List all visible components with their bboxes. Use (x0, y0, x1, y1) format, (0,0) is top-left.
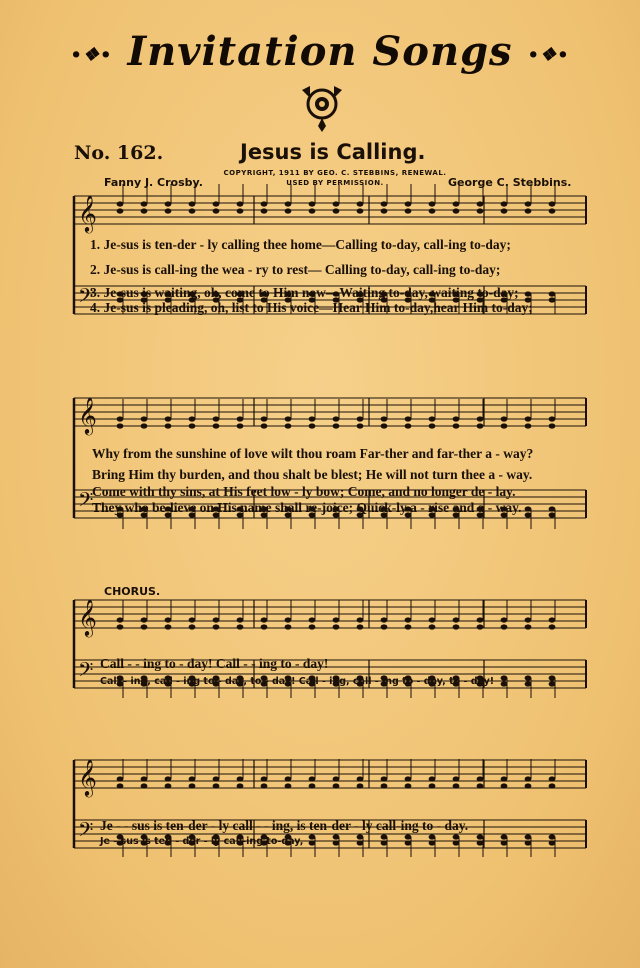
hymn-author: Fanny J. Crosby. (104, 176, 203, 189)
chorus-label: CHORUS. (104, 585, 161, 598)
chorus-line-1-alto: Call - ing, call - ing to - day, to - day! Call - ing, call - ing to - day, to - day! (100, 676, 495, 687)
svg-text:𝄢: 𝄢 (78, 488, 94, 516)
chorus-line-2-alto: Je - sus is ten - der - ly call-ing to-day, (100, 836, 304, 847)
hymn-number: No. 162. (74, 142, 164, 164)
page-title-text: Invitation Songs (127, 28, 513, 75)
verse-4-line-1: 4. Je-sus is pleading, oh, list to His voice—Hear Him to-day,hear Him to-day; (90, 300, 533, 315)
svg-text:𝄢: 𝄢 (78, 284, 94, 312)
svg-text:𝄢: 𝄢 (78, 818, 94, 846)
verse-4-line-2: They who be-lieve on His name shall re-joice; Quick-ly a - rise and a - way. (92, 500, 522, 515)
verse-2-line-1: 2. Je-sus is call-ing the wea - ry to rest— Calling to-day, call-ing to-day; (90, 262, 501, 277)
verse-1-line-2: Why from the sunshine of love wilt thou roam Far-ther and far-ther a - way? (92, 446, 534, 461)
hymn-composer: George C. Stebbins. (448, 176, 572, 189)
hymn-title: Jesus is Calling. (240, 140, 426, 164)
verse-3-line-2: Come with thy sins, at His feet low - ly bow; Come, and no longer de - lay. (92, 484, 516, 499)
svg-text:𝄞: 𝄞 (78, 194, 97, 232)
verse-3-line-1: 3. Je-sus is waiting, oh, come to Him now—Waiting to-day, waiting to-day; (90, 285, 519, 300)
svg-text:𝄞: 𝄞 (78, 758, 97, 796)
ornament-left-icon: •❖• (70, 44, 113, 66)
copyright-line-2: USED BY PERMISSION. (286, 179, 384, 187)
svg-text:𝄞: 𝄞 (78, 396, 97, 434)
chorus-line-2: Je - - sus is ten-der - ly call - - ing, is ten-der - ly call-ing to - day. (100, 818, 469, 833)
svg-text:𝄞: 𝄞 (78, 598, 97, 636)
verse-2-line-2: Bring Him thy burden, and thou shalt be blest; He will not turn thee a - way. (92, 467, 533, 482)
verse-1-line-1: 1. Je-sus is ten-der - ly calling thee home—Calling to-day, call-ing to-day; (90, 237, 511, 252)
svg-text:𝄢: 𝄢 (78, 658, 94, 686)
chorus-line-1: Call - - ing to - day! Call - - ing to - day! (100, 656, 329, 671)
ornament-right-icon: •❖• (527, 44, 570, 66)
copyright-line-1: COPYRIGHT, 1911 BY GEO. C. STEBBINS, RENEWAL. (223, 169, 447, 177)
